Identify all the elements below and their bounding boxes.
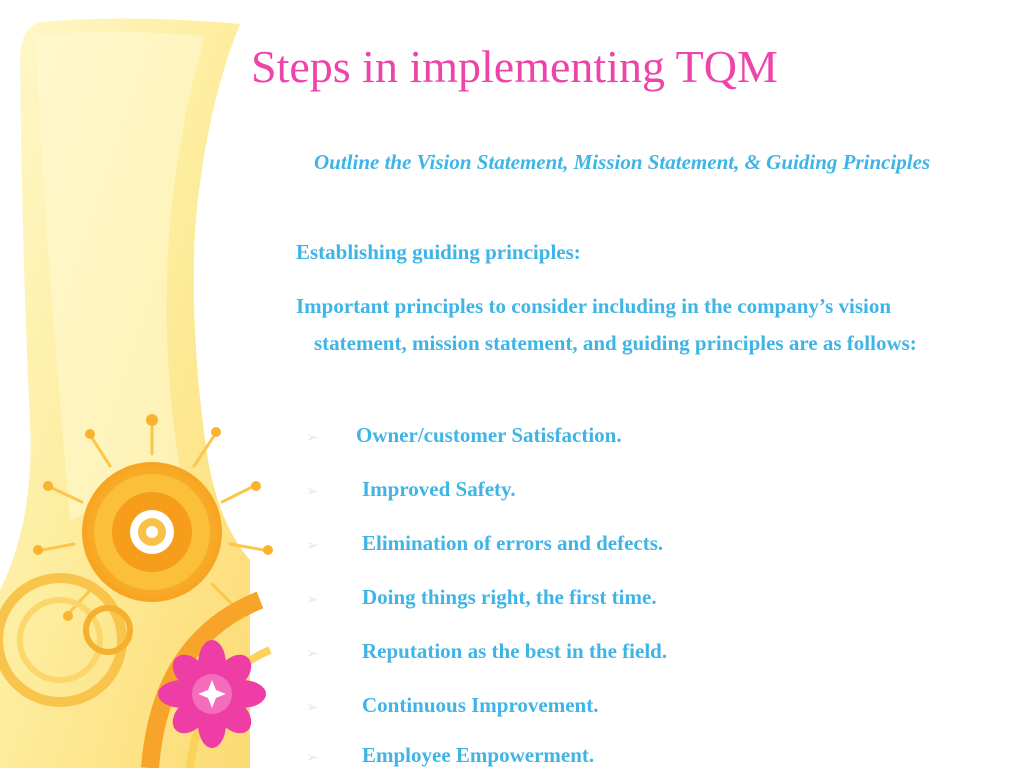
bullet-text: Reputation as the best in the field.	[362, 639, 668, 663]
bullet-item	[306, 582, 657, 614]
bullet-text: Improved Safety.	[362, 477, 516, 501]
intro-paragraph: Important principles to consider including in the company’s vision statement, mission statement, and guiding principles are as follows:	[296, 294, 917, 355]
arrow-bullet-icon: ➢	[306, 698, 319, 716]
subheading: Establishing guiding principles:	[296, 240, 581, 264]
bullet-text: Owner/customer Satisfaction.	[356, 423, 622, 447]
bullet-item	[306, 690, 598, 722]
bullet-item	[306, 740, 594, 768]
arrow-bullet-icon: ➢	[306, 536, 319, 554]
arrow-bullet-icon: ➢	[306, 748, 319, 766]
bullet-item	[306, 528, 663, 560]
slide-title: Steps in implementing TQM	[251, 41, 778, 92]
arrow-bullet-icon: ➢	[306, 482, 319, 500]
arrow-bullet-icon: ➢	[306, 590, 319, 608]
item-title: Outline the Vision Statement, Mission Statement, & Guiding Principles	[314, 150, 931, 174]
bullet-item	[306, 636, 667, 668]
bullet-text: Elimination of errors and defects.	[362, 531, 664, 555]
bullet-text: Doing things right, the first time.	[362, 585, 657, 609]
bullet-item	[306, 420, 622, 452]
item-number: 4.	[250, 148, 265, 170]
arrow-bullet-icon: ➢	[306, 428, 319, 446]
bullet-text: Employee Empowerment.	[362, 743, 595, 767]
bullet-text: Continuous Improvement.	[362, 693, 599, 717]
bullet-item	[306, 474, 516, 506]
arrow-bullet-icon: ➢	[306, 644, 319, 662]
